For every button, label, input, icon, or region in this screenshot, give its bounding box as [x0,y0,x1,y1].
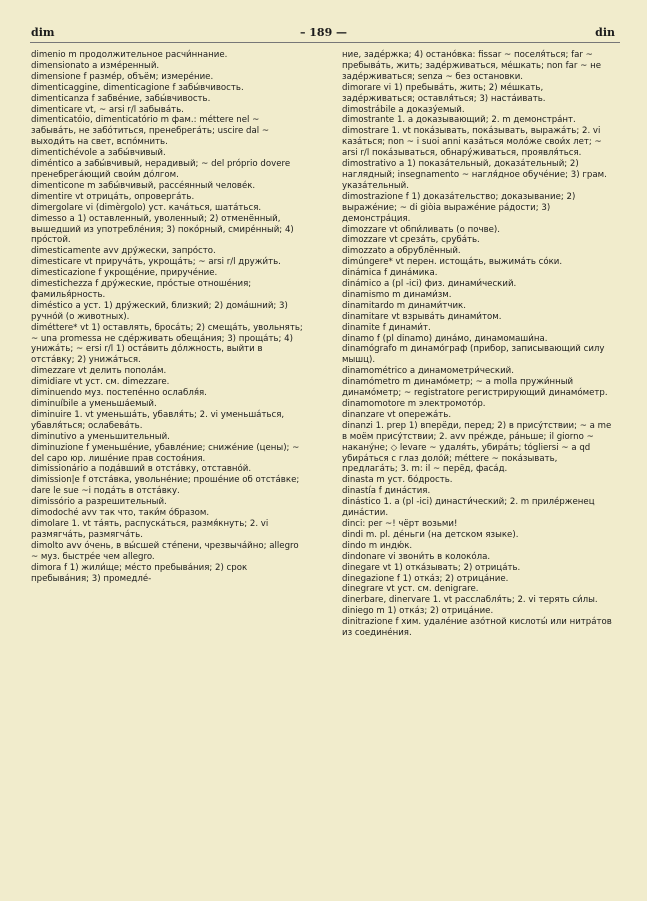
dictionary-entry: dimúngere* vt перен. истощáть, выжимáть сóки. [342,257,563,268]
dictionary-entry: dindo m индю́к. [342,540,413,551]
dictionary-entry: dimodoché avv так что, таки́м óбразом. [31,508,210,519]
dictionary-entry: dinamo f (pl dinamo) дина́мо, динамомаши́на. [342,333,548,344]
header-right-guide-word: din [595,26,615,39]
dictionary-entry: dinerbare, dinervare 1. vt расслабля́ть; 2. vi терять си́лы. [342,595,598,606]
dictionary-entry: dimesticamente avv дрýжески, запрóсто. [31,246,216,257]
dictionary-entry: dimesticazione f укрощéние, приручéние. [31,268,218,279]
dictionary-entry: dimergolare vi (dimèrgolo) уст. качáться, шатáться. [31,202,262,213]
dictionary-entry: dinasta m уст. бóдрость. [342,475,453,486]
dictionary-entry: dindi m. pl. дéньги (на детском языке). [342,529,519,540]
dictionary-entry: diméstico a уст. 1) дрýжеский, близкий; 2) домáшний; 3) ручнóй (о животных). [31,300,288,322]
dictionary-entry: dimenticone m забы́вчивый, рассéянный человéк. [31,180,256,191]
dictionary-entry: dinámico a (pl -ici) физ. динами́ческий. [342,279,517,290]
dictionary-entry: dimolto avv óчень, в вы́сшей стéпени, чрезвычáйно; allegro ~ муз. быстрéе чем allegro. [31,540,299,562]
dictionary-entry: diniego m 1) откáз; 2) отрицáние. [342,606,494,617]
dictionary-entry: dinegazione f 1) откáз; 2) отрицáние. [342,573,509,584]
dictionary-entry: dimensione f размéр, объём; измерéние. [31,71,214,82]
dictionary-entry: dimenticanza f забвéние, забы́вчивость. [31,93,211,104]
dictionary-entry: dindonare vi звони́ть в колокóла. [342,551,491,562]
dictionary-entry: dimezzare vt делить попола́м. [31,366,167,377]
dictionary-entry: dimora f 1) жили́ще; мéсто пребывáния; 2) срок пребывáния; 3) промедлé- [31,562,248,584]
dictionary-entry: dinamitardo m динами́тчик. [342,300,466,311]
dictionary-entry: dimissório a разрешительный. [31,497,167,508]
dictionary-entry: dimostrativo a 1) показáтельный, доказáтельный; 2) наглядный; insegnamento ~ нагля́дное обучéние; 3) грам. указáтельный. [342,159,607,191]
dictionary-entry: dimenticaggine, dimenticagione f забы́вчивость. [31,82,244,93]
dictionary-entry: dimozzare vt обпи́ливать (о почве). [342,224,501,235]
dictionary-entry: dimozzato a обрублённый. [342,246,461,257]
dictionary-entry: dimozzare vt срезáть, срубáть. [342,235,480,246]
dictionary-entry: dinástico 1. a (pl -ici) династи́ческий; 2. m прилéрженец динáстии. [342,497,595,519]
dictionary-entry: dimenticatóio, dimenticatório m фам.: méttere nel ~ забывáть, не забóтиться, пренебрегáть; uscire dal ~ выходи́ть на свет, вспóмнить. [31,115,270,148]
dictionary-entry: dimostrante 1. a доказывающий; 2. m демонстрáнт. [342,115,576,126]
dictionary-entry: diméntico a забы́вчивый, нерадивый; ~ del próprio dovere пренебрегáющий свои́м дóлгом. [31,159,291,180]
dictionary-entry: dimission|e f отстáвка, увольнéние; прошéние об отстáвке; dare le sue ~i подáть в отстáвку. [31,475,300,497]
dictionary-entry: dinamomotore m электромотóр. [342,399,486,409]
left-column [31,50,303,584]
dictionary-entry: dinamismo m динами́зм. [342,289,452,300]
dictionary-entry: dimesso a 1) оставленный, уволенный; 2) отменённый, вышедший из употреблéния; 3) покóрный, смирéнный; 4) прóстой. [31,213,294,246]
dictionary-entry: diminuire 1. vt уменьшáть, убавля́ть; 2. vi уменьшáться, убавля́ться; ослабевáть. [31,409,285,431]
dictionary-entry: dinci: per ~! чёрт возьми! [342,518,458,529]
dictionary-entry: dimenticare vt, ~ arsi r/l забывáть. [31,104,184,115]
dictionary-entry: diminuzione f уменьшéние, убавлéние; снижéние (цены); ~ del capo юр. лишéние прав состоя́ния. [31,442,300,464]
dictionary-entry: dinamómetro m динамóметр; ~ a molla пружи́нный динамóметр; ~ registratore регистрирующий динамóметр. [342,377,608,399]
page-number: – 189 — [299,26,348,39]
header-left-guide-word: dim [31,26,55,39]
dictionary-entry: diméttere* vt 1) оставлять, бросáть; 2) смещáть, увольнять; ~ una promessa не сдéрживать обещáния; 3) прощáть; 4) унижáть; ~ ersi r/l 1) остáвить дóлжность, выйти в отстáвку; 2) унижáться. [31,322,303,366]
dictionary-entry: dimentire vt отрицáть, опровергáть. [31,191,195,202]
right-column [342,50,614,639]
dictionary-entry: dimensionato a измéренный. [31,60,160,71]
dictionary-entry: dinegrare vt уст. см. denigrare. [342,584,479,595]
dictionary-entry: dimorare vi 1) пребывáть, жить; 2) мéшкать, задéрживаться; оставля́ться; 3) настáивать. [342,82,546,104]
dictionary-entry: dinamógrafo m динамóграф (прибор, записывающий силу мышц). [342,344,605,366]
dictionary-entry: dimenio m продолжительное расчи́ннание. [31,50,228,60]
header-rule [30,42,620,43]
dictionary-entry: dimostrare 1. vt покáзывать, покáзывать, выражáть; 2. vi казáться; non ~ i suoi anni казáться молóже свои́х лет; ~ arsi r/l покáзываться, обнару́живаться, проявля́ться. [342,126,602,159]
dictionary-entry: dimidiare vt уст. см. dimezzare. [31,377,170,388]
dictionary-entry: dimolare 1. vt тáять, распускáться, размя́кнуть; 2. vi размягчáть, размягчáть. [31,518,269,540]
dictionary-entry: dimentichévole a забы́вчивый. [31,148,166,159]
dictionary-entry: dinitrazione f хим. удалéние азóтной кислоты́ или нитрáтов из соединéния. [342,617,612,639]
dictionary-entry: ние, задéржка; 4) останóвка: fissar ~ поселя́ться; far ~ пребывáть, жить; задéрживаться, мéшкать; non far ~ не задéрживаться; senza ~ без остановки. [342,50,602,82]
dictionary-entry: dinamitare vt взрывáть динами́том. [342,311,502,322]
dictionary-entry: dimestichezza f дрýжеские, прóстые отношéния; фамилья́рность. [31,279,252,300]
dictionary-entry: dinegare vt 1) отка́зывать; 2) отрицáть. [342,562,521,573]
dictionary-entry: dimesticare vt приручáть, укрощáть; ~ arsi r/l дружи́ть. [31,257,281,268]
dictionary-entry: diminutivo a уменьшительный. [31,431,170,442]
dictionary-entry: diminuíbile a уменьшáемый. [31,399,157,409]
dictionary-entry: diminuendo муз. постепéнно ослабля́я. [31,388,207,399]
dictionary-entry: dimissionário a подáвший в отстáвку, отставнóй. [31,464,252,475]
dictionary-entry: dimostrábile a доказу́емый. [342,104,465,115]
dictionary-entry: dinastía f динáстия. [342,486,431,497]
dictionary-entry: dinanzare vt опережáть. [342,409,452,420]
dictionary-entry: dimostrazione f 1) доказáтельство; доказывание; 2) выражéние; ~ di giòia выражéние рáдости; 3) демонстрáция. [342,191,576,224]
dictionary-entry: dinanzi 1. prep 1) вперёди, перед; 2) в присýтствии; ~ a me в моём присýтствии; 2. avv прéжде, рáньше; il giorno ~ накану́не; ◇ levare ~ удаля́ть, убирáть; tógliersi ~ a qd убирáться с глаз долóй; méttere ~ покáзывать, предлагáть; 3. m: il ~ перёд, фасáд. [342,420,612,475]
dictionary-entry: dinámica f динáмика. [342,268,438,279]
dictionary-entry: dinamite f динами́т. [342,322,431,333]
dictionary-entry: dinamométrico a динамометри́ческий. [342,366,514,377]
